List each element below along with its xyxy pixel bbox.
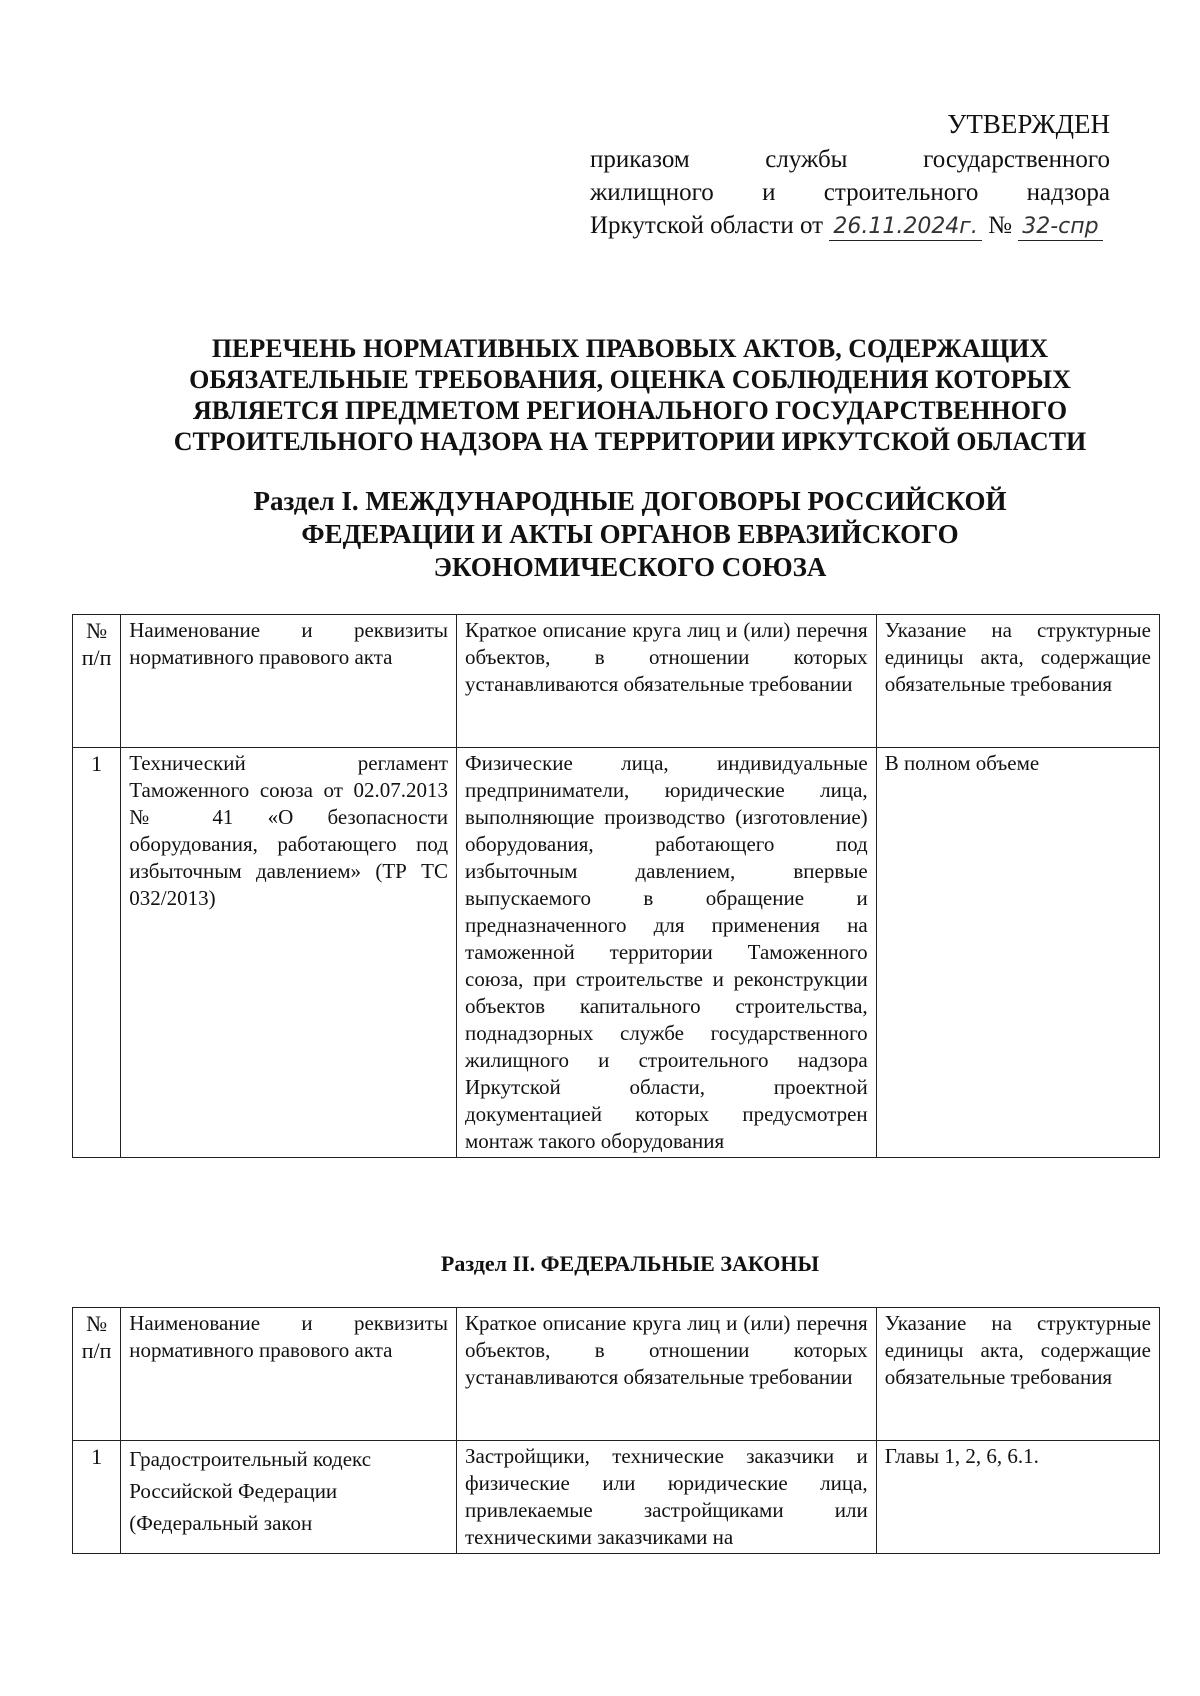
approval-line-1: приказом службы государственного [590,146,1110,173]
row-units: Главы 1, 2, 6, 6.1. [876,1441,1159,1554]
section-1-title: Раздел I. МЕЖДУНАРОДНЫЕ ДОГОВОРЫ РОССИЙСКОЙ ФЕДЕРАЦИИ И АКТЫ ОРГАНОВ ЕВРАЗИЙСКОГО ЭКОНОМИЧЕСКОГО СОЮЗА [253,486,1007,582]
section-1-table [72,614,1160,1158]
table-row [73,1441,1160,1554]
row-name: Градостроительный кодекс Российской Федерации (Федеральный закон [121,1441,457,1554]
row-description: Застройщики, технические заказчики и физические или юридические лица, привлекаемые застройщиками или техническими заказчиками на [457,1441,877,1554]
approval-heading: УТВЕРЖДЕН [947,109,1110,139]
row-name: Технический регламент Таможенного союза от 02.07.2013 № 41 «О безопасности оборудования, работающего под избыточным давлением» (ТР ТС 032/2013) [121,748,457,1158]
document-title: ПЕРЕЧЕНЬ НОРМАТИВНЫХ ПРАВОВЫХ АКТОВ, СОДЕРЖАЩИХ ОБЯЗАТЕЛЬНЫЕ ТРЕБОВАНИЯ, ОЦЕНКА СОБЛЮДЕНИЯ КОТОРЫХ ЯВЛЯЕТСЯ ПРЕДМЕТОМ РЕГИОНАЛЬНОГО ГОСУДАРСТВЕННОГО СТРОИТЕЛЬНОГО НАДЗОРА НА ТЕРРИТОРИИ ИРКУТСКОЙ ОБЛАСТИ [173,334,1087,456]
header-name: Наименование и реквизиты нормативного правового акта [121,1308,457,1441]
row-units: В полном объеме [876,748,1159,1158]
approval-line-3-prefix: Иркутской области от [590,212,824,239]
header-description: Краткое описание круга лиц и (или) перечня объектов, в отношении которых устанавливаются обязательные требовании [457,1308,877,1441]
table-header-row [73,1308,1160,1441]
header-units: Указание на структурные единицы акта, содержащие обязательные требования [876,615,1159,748]
number-label: № [988,212,1012,239]
handwritten-number: 32-спр [1018,214,1102,241]
approval-line-2: жилищного и строительного надзора [590,179,1110,206]
header-units: Указание на структурные единицы акта, содержащие обязательные требования [876,1308,1159,1441]
header-name: Наименование и реквизиты нормативного правового акта [121,615,457,748]
table-header-row [73,615,1160,748]
header-num: № п/п [73,1308,121,1441]
table-row [73,748,1160,1158]
handwritten-date: 26.11.2024г. [829,214,982,241]
section-2-table [72,1307,1160,1554]
header-description: Краткое описание круга лиц и (или) перечня объектов, в отношении которых устанавливаются обязательные требовании [457,615,877,748]
row-num: 1 [73,748,121,1158]
row-description: Физические лица, индивидуальные предприниматели, юридические лица, выполняющие производство (изготовление) оборудования, работающего под избыточным давлением, впервые выпускаемого в обращение и предназначенного для применения на таможенной территории Таможенного союза, при строительстве и реконструкции объектов капитального строительства, поднадзорных службе государственного жилищного и строительного надзора Иркутской области, проектной документацией которых предусмотрен монтаж такого оборудования [457,748,877,1158]
row-num: 1 [73,1441,121,1554]
approval-line-3 [590,209,1110,242]
approval-stamp-block [590,108,1110,242]
section-2-title: Раздел II. ФЕДЕРАЛЬНЫЕ ЗАКОНЫ [440,1251,820,1276]
header-num: № п/п [73,615,121,748]
